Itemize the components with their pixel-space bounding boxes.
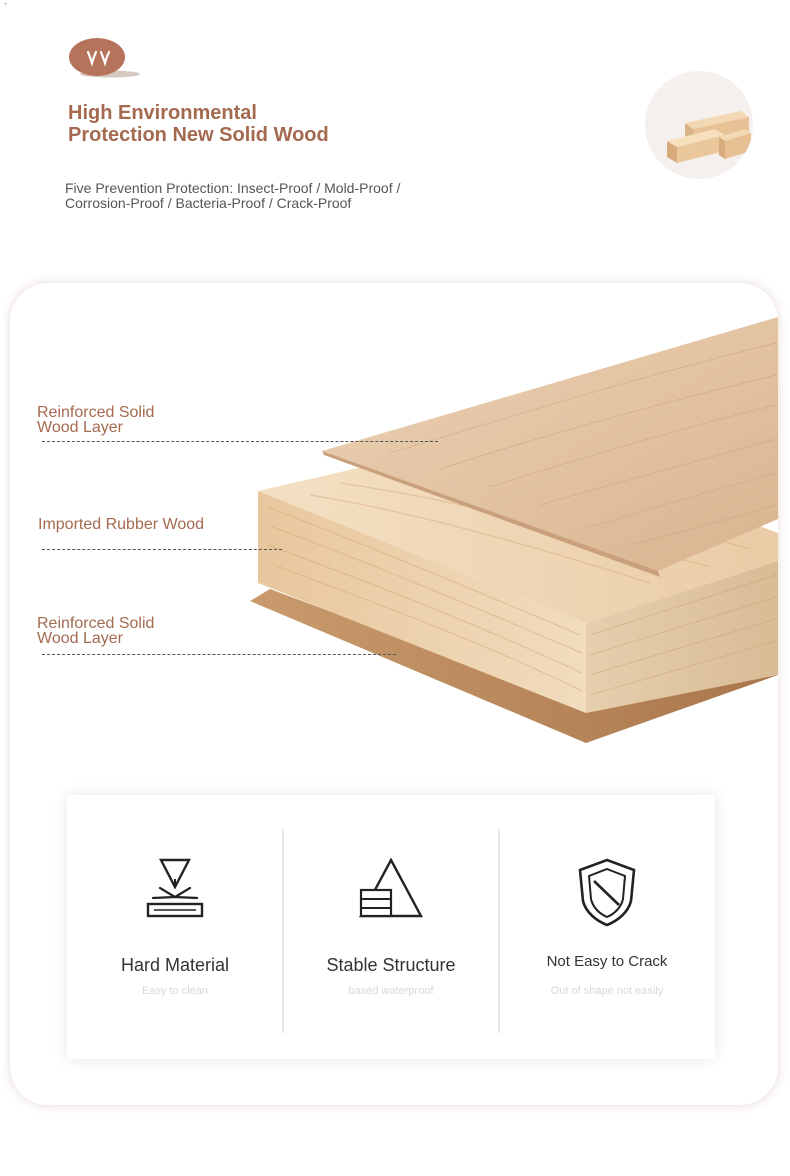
subtitle-line: Corrosion-Proof / Bacteria-Proof / Crack-Proof bbox=[65, 195, 352, 211]
layer-label-line: Reinforced Solid bbox=[37, 615, 155, 632]
leader-line-bottom bbox=[42, 654, 396, 655]
title-line: Protection New Solid Wood bbox=[68, 124, 329, 146]
page-subtitle bbox=[65, 181, 465, 211]
layered-structure-icon bbox=[356, 857, 426, 927]
feature-description: Out of shape not easily bbox=[550, 985, 664, 997]
layer-label-line: Wood Layer bbox=[37, 419, 123, 436]
layer-label-line: Imported Rubber Wood bbox=[38, 516, 205, 533]
feature-name: Stable Structure bbox=[326, 955, 456, 975]
wood-beams-image bbox=[645, 71, 753, 179]
layer-label-line: Reinforced Solid bbox=[37, 404, 155, 421]
leader-line-top bbox=[42, 441, 438, 442]
leader-line-core bbox=[42, 549, 282, 550]
shield-icon bbox=[572, 857, 642, 927]
layer-label-bottom bbox=[37, 616, 154, 646]
feature-hard-material bbox=[67, 795, 283, 1059]
page-title bbox=[68, 102, 368, 146]
title-line: High Environmental bbox=[68, 102, 257, 124]
feature-name: Not Easy to Crack bbox=[546, 953, 668, 970]
hardness-icon bbox=[140, 857, 210, 927]
feature-not-easy-to-crack bbox=[499, 795, 715, 1059]
subtitle-line: Five Prevention Protection: Insect-Proof / Mold-Proof / bbox=[65, 180, 401, 196]
brand-logo-icon bbox=[66, 36, 142, 82]
feature-name: Hard Material bbox=[120, 955, 230, 975]
product-card bbox=[10, 283, 778, 1105]
layer-label-top bbox=[37, 405, 154, 435]
features-panel bbox=[67, 795, 715, 1059]
layer-label-core bbox=[38, 517, 204, 532]
feature-stable-structure bbox=[283, 795, 499, 1059]
feature-description: based waterproof bbox=[348, 985, 434, 997]
feature-description: Easy to clean bbox=[141, 985, 209, 997]
layer-label-line: Wood Layer bbox=[37, 630, 123, 647]
corner-mark: ` bbox=[4, 2, 7, 12]
